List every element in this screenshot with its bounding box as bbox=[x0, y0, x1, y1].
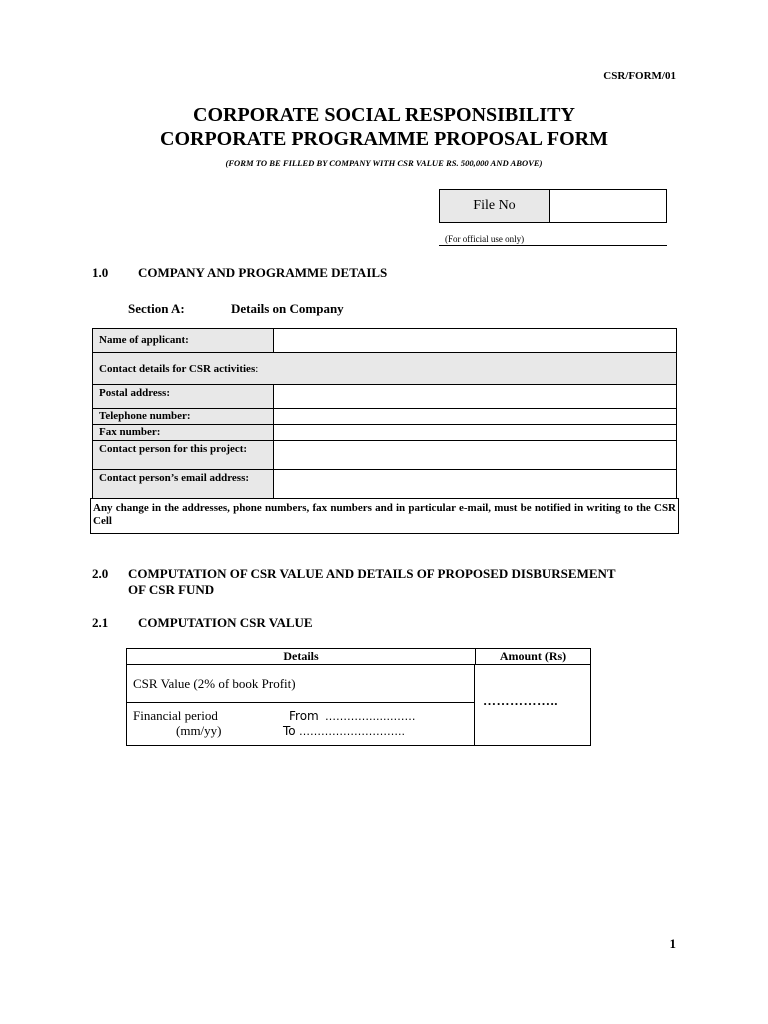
table-row bbox=[93, 425, 676, 441]
table-header-row bbox=[127, 649, 590, 665]
name-of-applicant-field[interactable] bbox=[274, 329, 676, 352]
table-row bbox=[93, 353, 676, 385]
row-label-contact-person: Contact person for this project: bbox=[93, 441, 274, 469]
official-use-note: (For official use only) bbox=[439, 234, 667, 246]
telephone-number-field[interactable] bbox=[274, 409, 676, 424]
table-row bbox=[93, 470, 676, 498]
table-row bbox=[93, 441, 676, 470]
file-number-field[interactable] bbox=[550, 190, 666, 222]
table-row bbox=[93, 385, 676, 409]
row-label-name: Name of applicant: bbox=[93, 329, 274, 352]
financial-period-label: Financial period bbox=[133, 708, 218, 723]
form-title-line-2: CORPORATE PROGRAMME PROPOSAL FORM bbox=[160, 128, 608, 150]
row-label-postal: Postal address: bbox=[93, 385, 274, 408]
contact-email-field[interactable] bbox=[274, 470, 676, 498]
section-2-title: COMPUTATION OF CSR VALUE AND DETAILS OF PROPOSED DISBURSEMENT OF CSR FUND bbox=[128, 566, 616, 597]
financial-period-row bbox=[127, 703, 474, 745]
table-body bbox=[127, 665, 590, 746]
details-column bbox=[127, 665, 475, 746]
form-subtitle: (FORM TO BE FILLED BY COMPANY WITH CSR VALUE RS. 500,000 AND ABOVE) bbox=[225, 158, 543, 168]
section-2-number: 2.0 bbox=[92, 566, 109, 581]
file-number-box bbox=[439, 189, 667, 223]
amount-column bbox=[475, 665, 590, 746]
section-1-title: COMPANY AND PROGRAMME DETAILS bbox=[138, 265, 388, 280]
csr-computation-table bbox=[126, 648, 591, 746]
contact-details-colon: : bbox=[255, 362, 259, 375]
contact-details-label: Contact details for CSR activities bbox=[99, 362, 256, 375]
section-2-1-title: COMPUTATION CSR VALUE bbox=[138, 615, 313, 630]
section-2-1-number: 2.1 bbox=[92, 615, 109, 630]
from-date-field[interactable]: ………….......…… bbox=[325, 710, 416, 723]
csr-value-label: CSR Value (2% of book Profit) bbox=[127, 665, 474, 703]
row-label-contact-email: Contact person’s email address: bbox=[93, 470, 274, 498]
details-column-header: Details bbox=[127, 649, 476, 664]
to-date-field[interactable]: ……………………….. bbox=[299, 725, 405, 738]
file-number-label: File No bbox=[440, 190, 550, 222]
change-notice: Any change in the addresses, phone numbers, fax numbers and in particular e-mail, must be notified in writing to the CSR Cell bbox=[90, 498, 679, 534]
contact-person-field[interactable] bbox=[274, 441, 676, 469]
period-unit-label: (mm/yy) bbox=[176, 723, 222, 738]
company-details-table bbox=[92, 328, 677, 499]
to-label: To bbox=[283, 724, 296, 738]
fax-number-field[interactable] bbox=[274, 425, 676, 440]
postal-address-field[interactable] bbox=[274, 385, 676, 408]
csr-amount-field[interactable]: …………….. bbox=[483, 693, 558, 708]
table-row bbox=[93, 329, 676, 353]
row-label-fax: Fax number: bbox=[93, 425, 274, 440]
from-label: From bbox=[289, 709, 319, 723]
page-number: 1 bbox=[669, 936, 676, 951]
form-code: CSR/FORM/01 bbox=[603, 70, 676, 82]
row-label-telephone: Telephone number: bbox=[93, 409, 274, 424]
table-row bbox=[93, 409, 676, 425]
form-title-line-1: CORPORATE SOCIAL RESPONSIBILITY bbox=[193, 104, 575, 126]
amount-column-header: Amount (Rs) bbox=[499, 649, 567, 663]
section-a-title: Details on Company bbox=[231, 301, 344, 316]
contact-details-header bbox=[93, 353, 676, 384]
section-1-number: 1.0 bbox=[92, 265, 109, 280]
section-a-label: Section A: bbox=[128, 301, 185, 316]
